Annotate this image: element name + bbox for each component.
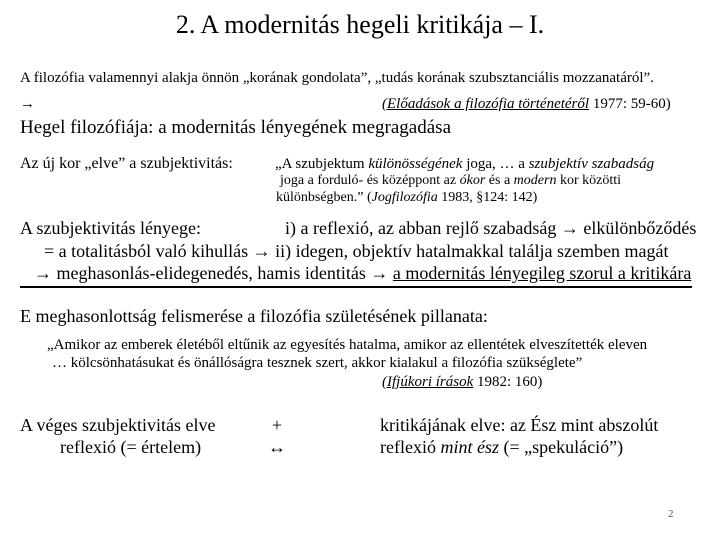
- recognition-source-rest: 1982: 160): [473, 374, 543, 390]
- new-age-quote-line-2: [280, 173, 621, 189]
- essence-line-3: [34, 263, 691, 284]
- finite-left-2: reflexió (= értelem): [60, 437, 202, 457]
- finite-right-2-a: reflexió: [380, 437, 441, 457]
- finite-right-2-c: (= „spekuláció”): [498, 437, 624, 457]
- essence-point-1: i) a reflexió, az abban rejlő szabadság → elkülönbőződés: [285, 218, 697, 238]
- new-age-quote-line-1: [275, 156, 654, 173]
- recognition-heading: E meghasonlottság felismerése a filozófia születésének pillanata:: [20, 306, 488, 326]
- new-age-quote-line-3: [276, 190, 537, 206]
- l2-c: és a: [485, 173, 514, 188]
- plus-symbol: +: [271, 415, 283, 435]
- finite-right-2: [380, 437, 623, 458]
- essence-line-3-a: → meghasonlás-elidegenedés, hamis identitás →: [34, 263, 393, 283]
- essence-line-2: = a totalitásból való kihullás → ii) idegen, objektív hatalmakkal találja szemben magát: [44, 241, 669, 261]
- l3-b: Jogfilozófia: [371, 190, 438, 205]
- q-a: „A szubjektum: [275, 156, 369, 172]
- quote-source: [382, 96, 671, 113]
- recognition-quote-2: … kölcsönhatásukat és önállóságra tesznek szert, akkor kialakul a filozófia szükséglete”: [52, 355, 583, 371]
- recognition-source: [382, 374, 542, 391]
- bidirectional-arrow: ↔: [268, 437, 286, 457]
- page-number: 2: [668, 508, 674, 520]
- recognition-source-title: (Ifjúkori írások: [382, 374, 474, 390]
- q-d: szubjektív szabadság: [528, 156, 655, 172]
- quote-line-1: A filozófia valamennyi alakja önnön „korának gondolata”, „tudás korának szubsztanciális mozzanatáról”.: [20, 70, 654, 86]
- finite-right-1: kritikájának elve: az Ész mint abszolút: [380, 415, 659, 435]
- l3-a: különbségben.” (: [276, 190, 372, 205]
- divider-rule: [20, 286, 692, 288]
- l3-c: 1983, §124: 142): [437, 190, 538, 205]
- l2-a: joga a forduló- és középpont az: [280, 173, 460, 188]
- q-b: különösségének: [368, 156, 463, 172]
- finite-left-1: A véges szubjektivitás elve: [20, 415, 216, 435]
- heading-hegel: Hegel filozófiája: a modernitás lényegének megragadása: [20, 117, 451, 138]
- source-title: (Előadások a filozófia történetéről: [382, 96, 590, 112]
- finite-right-2-b: mint ész: [440, 437, 499, 457]
- essence-conclusion: a modernitás lényegileg szorul a kritikára: [392, 263, 692, 283]
- q-c: joga, … a: [462, 156, 529, 172]
- l2-b: ókor: [459, 173, 486, 188]
- new-age-label: Az új kor „elve” a szubjektivitás:: [20, 155, 233, 172]
- l2-e: kor közötti: [556, 173, 621, 188]
- essence-label: A szubjektivitás lényege:: [20, 218, 201, 238]
- recognition-quote-1: „Amikor az emberek életéből eltűnik az egyesítés hatalma, amikor az ellentétek elveszítették eleven: [47, 337, 648, 353]
- arrow-symbol: →: [20, 96, 35, 112]
- slide-title: 2. A modernitás hegeli kritikája – I.: [175, 10, 545, 39]
- l2-d: modern: [513, 173, 557, 188]
- source-rest: 1977: 59-60): [589, 96, 671, 112]
